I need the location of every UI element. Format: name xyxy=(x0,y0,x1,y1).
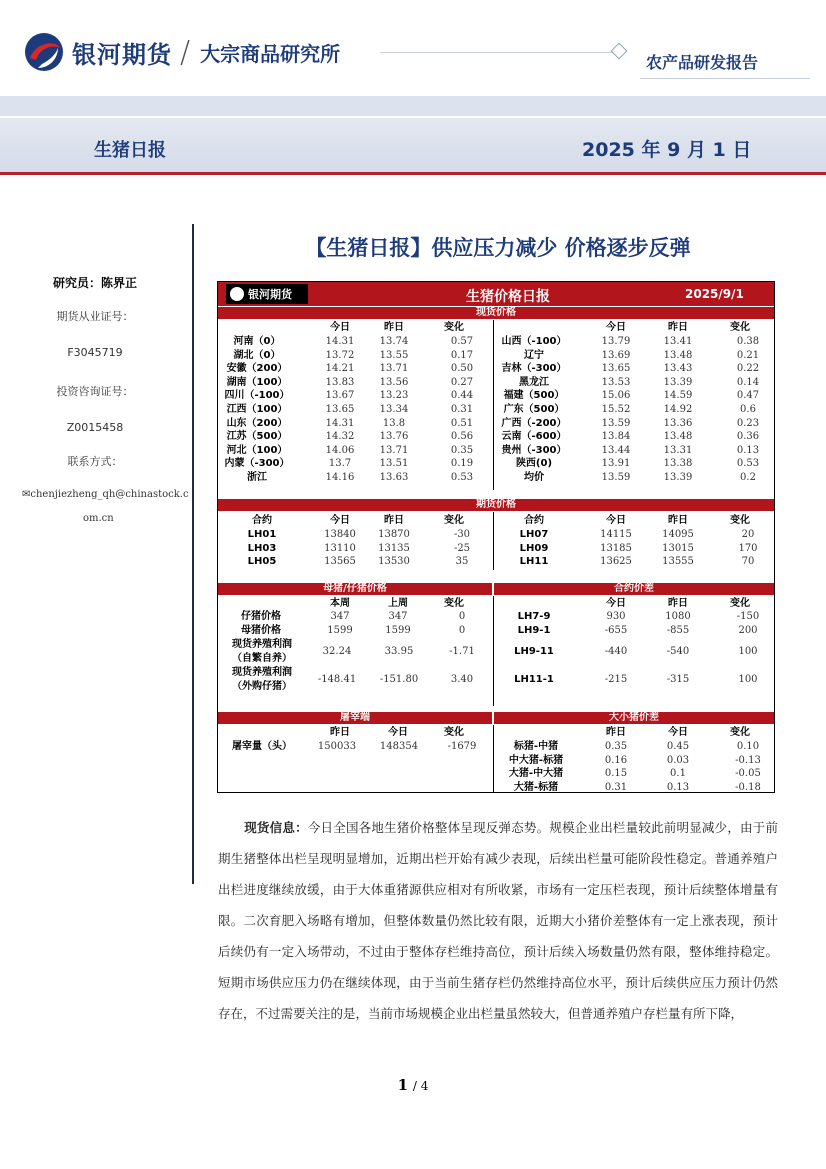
region-label: 安徽（200） xyxy=(226,363,288,375)
page-total: / 4 xyxy=(412,1079,429,1093)
section-spread: 合约价差 xyxy=(494,583,774,595)
price-change: 0.53 xyxy=(736,458,760,470)
column-header: 今日 xyxy=(668,727,688,738)
profit-change: -1.71 xyxy=(449,646,475,657)
region-label: 陕西(0) xyxy=(515,458,553,470)
spot-info-lead: 现货信息： xyxy=(244,820,308,835)
researcher: 研究员：陈界正 xyxy=(52,276,137,290)
price-change: 0.6 xyxy=(740,404,756,415)
profit-sublabel: （外购仔猪） xyxy=(232,681,292,692)
column-header: 今日 xyxy=(606,322,626,333)
spread-yesterday: 0.15 xyxy=(604,768,628,780)
futures-today: 13625 xyxy=(600,556,632,568)
section-bigsmall: 大小猪价差 xyxy=(494,712,774,724)
futures-today: 14115 xyxy=(600,529,632,540)
price-today: 13.65 xyxy=(601,363,631,375)
column-header: 今日 xyxy=(606,598,626,609)
price-yesterday: 13.41 xyxy=(663,336,693,347)
spread-yesterday: -540 xyxy=(666,646,690,657)
spread-type-label: 标猪-中猪 xyxy=(513,741,559,752)
price-change: 0.17 xyxy=(450,349,474,361)
price-today: 13.65 xyxy=(325,404,355,415)
price-change: 0.50 xyxy=(450,363,474,375)
futures-today: 13565 xyxy=(324,556,356,568)
price-today: 14.06 xyxy=(325,444,355,456)
column-header: 变化 xyxy=(444,598,464,609)
spread-change: 0.10 xyxy=(736,741,760,752)
price-today: 13.53 xyxy=(601,376,631,388)
price-today: 14.31 xyxy=(325,336,355,347)
futures-today: 13110 xyxy=(324,542,356,554)
price-change: 0.51 xyxy=(450,417,474,429)
price-yesterday: 13.76 xyxy=(379,431,409,443)
spread-type-label: 中大猪-标猪 xyxy=(508,754,564,766)
futures-yesterday: 13530 xyxy=(378,556,410,568)
region-label: 均价 xyxy=(524,472,544,483)
profit-this-week: -148.41 xyxy=(317,674,357,685)
futures-change: 35 xyxy=(455,556,469,568)
futures-yesterday: 13555 xyxy=(662,556,694,568)
region-label: 内蒙（-300） xyxy=(224,458,290,470)
column-header: 本周 xyxy=(330,598,350,609)
consult-label: 投资咨询证号： xyxy=(56,385,134,398)
price-today: 13.59 xyxy=(601,472,631,483)
region-label: 广西（-200） xyxy=(501,417,567,429)
region-label: 吉林（-300） xyxy=(501,363,567,375)
column-header: 变化 xyxy=(444,727,464,738)
column-header: 今日 xyxy=(330,515,350,526)
table-divider-1 xyxy=(493,320,494,490)
contract-label: LH01 xyxy=(247,529,277,540)
profit-change: 3.40 xyxy=(450,674,474,685)
region-label: 四川（-100） xyxy=(224,390,290,402)
price-yesterday: 13.51 xyxy=(379,458,409,470)
spread-today: 0.45 xyxy=(666,741,690,752)
license-label: 期货从业证号： xyxy=(56,310,134,323)
contract-label: LH07 xyxy=(519,529,549,540)
profit-this-week: 32.24 xyxy=(322,646,352,657)
price-today: 13.83 xyxy=(325,376,355,388)
sow-this-week: 347 xyxy=(330,611,350,622)
column-header: 上周 xyxy=(388,598,408,609)
contract-label: LH03 xyxy=(247,542,277,554)
table-date: 2025/9/1 xyxy=(685,287,744,301)
spread-today: 0.13 xyxy=(666,781,690,793)
price-yesterday: 13.23 xyxy=(379,390,409,402)
price-change: 0.19 xyxy=(450,458,474,470)
price-yesterday: 13.71 xyxy=(379,363,409,375)
price-change: 0.21 xyxy=(736,349,760,361)
sow-last-week: 1599 xyxy=(385,625,411,636)
price-today: 13.7 xyxy=(328,458,352,470)
profit-last-week: -151.80 xyxy=(379,674,419,685)
price-change: 0.44 xyxy=(450,390,474,402)
futures-change: -30 xyxy=(453,529,471,540)
contract-label: LH05 xyxy=(247,556,277,568)
spread-yesterday: 0.31 xyxy=(604,781,628,793)
column-header: 今日 xyxy=(606,515,626,526)
price-change: 0.47 xyxy=(736,390,760,402)
column-header: 昨日 xyxy=(606,727,626,738)
spot-info-paragraph xyxy=(218,812,778,1029)
price-yesterday: 13.34 xyxy=(379,404,409,415)
table-divider-2 xyxy=(493,512,494,570)
spread-change: -0.18 xyxy=(735,781,761,793)
region-label: 河北（100） xyxy=(226,444,288,456)
price-yesterday: 13.39 xyxy=(663,472,693,483)
spread-change: 100 xyxy=(738,646,758,657)
price-yesterday: 13.63 xyxy=(379,472,409,483)
price-yesterday: 14.59 xyxy=(663,390,693,402)
price-today: 14.16 xyxy=(325,472,355,483)
report-title: 【生猪日报】供应压力减少 价格逐步反弹 xyxy=(305,236,691,260)
price-yesterday: 13.71 xyxy=(379,444,409,456)
price-change: 0.23 xyxy=(736,417,760,429)
spread-type-label: 大猪-中大猪 xyxy=(508,768,564,780)
futures-change: 20 xyxy=(741,529,755,540)
column-header: 变化 xyxy=(730,515,750,526)
column-header: 合约 xyxy=(524,515,544,526)
futures-today: 13840 xyxy=(324,529,356,540)
header-band xyxy=(0,96,826,116)
price-yesterday: 13.43 xyxy=(663,363,693,375)
region-label: 河南（0） xyxy=(233,336,281,347)
region-label: 广东（500） xyxy=(503,404,565,415)
contract-label: LH09 xyxy=(519,542,549,554)
spot-info-text: 今日全国各地生猪价格整体呈现反弹态势。规模企业出栏量较此前明显减少，由于前期生猪整体出栏呈现明显增加，近期出栏开始有减少表现，后续出栏量可能阶段性稳定。普通养殖户出栏进度继续放缓，由于大体重猪源供应相对有所收紧，市场有一定压栏表现，预计后续整体增量有限。二次育肥入场略有增加，但整体数量仍然比较有限，近期大小猪价差整体有一定上涨表现，预计后续仍有一定入场带动，不过由于整体存栏维持高位，预计后续入场数量仍然有限，整体维持稳定。短期市场供应压力仍在继续体现，由于当前生猪存栏仍然维持高位水平，预计后续供应压力预计仍然存在，不过需要关注的是，当前市场规模企业出栏量虽然较大，但普通养殖户存栏量有所下降， xyxy=(218,820,778,1021)
spread-label: LH9-11 xyxy=(514,646,554,657)
sow-change: 0 xyxy=(458,625,466,636)
price-today: 13.69 xyxy=(601,349,631,361)
price-change: 0.14 xyxy=(736,376,760,388)
region-label: 黑龙江 xyxy=(519,376,549,388)
profit-sublabel: （自繁自养） xyxy=(232,653,292,664)
column-header: 合约 xyxy=(252,515,272,526)
band-date: 2025 年 9 月 1 日 xyxy=(582,139,752,161)
sow-label: 母猪价格 xyxy=(241,625,281,636)
spread-today: -655 xyxy=(604,625,628,636)
column-header: 昨日 xyxy=(330,727,350,738)
price-yesterday: 13.39 xyxy=(663,376,693,388)
sow-label: 仔猪价格 xyxy=(241,611,281,622)
section-slaughter: 屠宰端 xyxy=(218,712,492,724)
price-yesterday: 13.31 xyxy=(663,444,693,456)
price-today: 15.06 xyxy=(601,390,631,402)
price-today: 15.52 xyxy=(601,404,631,415)
column-header: 昨日 xyxy=(384,515,404,526)
email-link[interactable] xyxy=(22,489,189,500)
price-change: 0.53 xyxy=(450,472,474,483)
region-label: 贵州（-300） xyxy=(501,444,567,456)
price-yesterday: 13.48 xyxy=(663,349,693,361)
spread-label: LH7-9 xyxy=(517,611,551,622)
table-logo: 银河期货 xyxy=(226,284,308,304)
futures-yesterday: 13870 xyxy=(378,529,410,540)
column-header: 变化 xyxy=(730,727,750,738)
price-change: 0.35 xyxy=(450,444,474,456)
column-header: 今日 xyxy=(330,322,350,333)
price-today: 13.79 xyxy=(601,336,631,347)
price-change: 0.31 xyxy=(450,404,474,415)
price-change: 0.56 xyxy=(450,431,474,443)
region-label: 云南（-600） xyxy=(501,431,567,443)
contact-label: 联系方式： xyxy=(67,455,123,468)
page-number xyxy=(0,1076,826,1094)
column-header: 昨日 xyxy=(668,598,688,609)
price-change: 0.38 xyxy=(736,336,760,347)
price-today: 13.44 xyxy=(601,444,631,456)
price-change: 0.36 xyxy=(736,431,760,443)
spread-today: -215 xyxy=(604,674,628,685)
price-today: 13.72 xyxy=(325,349,355,361)
column-header: 昨日 xyxy=(384,322,404,333)
column-header: 变化 xyxy=(444,322,464,333)
sidebar-divider xyxy=(192,224,194,884)
region-label: 辽宁 xyxy=(524,349,544,361)
page-current: 1 xyxy=(397,1076,409,1094)
price-today: 14.32 xyxy=(325,431,355,443)
price-today: 14.31 xyxy=(325,417,355,429)
price-change: 0.22 xyxy=(736,363,760,375)
futures-today: 13185 xyxy=(600,542,632,554)
price-yesterday: 13.74 xyxy=(379,336,409,347)
spread-change: -0.05 xyxy=(735,768,761,780)
price-change: 0.57 xyxy=(450,336,474,347)
column-header: 变化 xyxy=(444,515,464,526)
futures-yesterday: 13135 xyxy=(378,542,410,554)
price-yesterday: 13.55 xyxy=(379,349,409,361)
price-yesterday: 13.48 xyxy=(663,431,693,443)
spread-today: 930 xyxy=(606,611,626,622)
price-today: 14.21 xyxy=(325,363,355,375)
price-yesterday: 14.92 xyxy=(663,404,693,415)
spread-change: 100 xyxy=(738,674,758,685)
spread-change: -0.13 xyxy=(735,754,761,766)
column-header: 变化 xyxy=(730,598,750,609)
title-band-rule xyxy=(0,172,826,175)
spread-yesterday: 1080 xyxy=(665,611,691,622)
slaughter-label: 屠宰量（头） xyxy=(232,741,292,752)
brand-name: 银河期货 xyxy=(72,40,172,69)
table-title: 生猪价格日报 xyxy=(466,289,550,305)
brand-logo xyxy=(22,28,340,76)
slaughter-today: 148354 xyxy=(379,741,419,752)
spread-change: -150 xyxy=(736,611,760,622)
futures-yesterday: 13015 xyxy=(662,542,694,554)
price-change: 0.2 xyxy=(740,472,756,483)
column-header: 变化 xyxy=(730,322,750,333)
band-title: 生猪日报 xyxy=(94,140,166,161)
slaughter-change: -1679 xyxy=(447,741,477,752)
profit-last-week: 33.95 xyxy=(384,646,414,657)
column-header: 今日 xyxy=(388,727,408,738)
region-label: 山西（-100） xyxy=(501,336,567,347)
brand-divider: / xyxy=(180,34,191,70)
mail-icon: ✉ xyxy=(22,489,31,500)
logo-dot-icon xyxy=(230,287,244,301)
region-label: 江苏（500） xyxy=(226,431,288,443)
report-type: 农产品研发报告 xyxy=(646,53,759,72)
price-today: 13.59 xyxy=(601,417,631,429)
region-label: 福建（500） xyxy=(503,390,565,402)
consult-number: Z0015458 xyxy=(66,421,124,434)
contract-label: LH11 xyxy=(519,556,549,568)
sow-last-week: 347 xyxy=(388,611,408,622)
price-change: 0.27 xyxy=(450,376,474,388)
price-change: 0.13 xyxy=(736,444,760,456)
slaughter-yesterday: 150033 xyxy=(317,741,357,752)
futures-change: -25 xyxy=(453,542,471,554)
spread-label: LH11-1 xyxy=(514,674,554,685)
spread-yesterday: -315 xyxy=(666,674,690,685)
price-yesterday: 13.8 xyxy=(382,417,406,429)
email-line1: chenjiezheng_qh@chinastock.c xyxy=(30,489,189,500)
institute-name: 大宗商品研究所 xyxy=(200,41,341,66)
section-sow: 母猪/仔猪价格 xyxy=(218,583,492,595)
header-underline xyxy=(640,78,810,79)
profit-label: 现货养殖利润 xyxy=(232,639,292,650)
sow-this-week: 1599 xyxy=(327,625,353,636)
spread-today: 0.1 xyxy=(670,768,686,780)
region-label: 湖北（0） xyxy=(233,349,281,361)
section-spot: 现货价格 xyxy=(218,307,774,319)
column-header: 昨日 xyxy=(668,515,688,526)
spread-type-label: 大猪-标猪 xyxy=(513,781,559,793)
header-rule xyxy=(380,52,620,53)
spread-yesterday: -855 xyxy=(666,625,690,636)
table-header xyxy=(218,282,774,306)
price-yesterday: 13.56 xyxy=(379,376,409,388)
column-header: 昨日 xyxy=(668,322,688,333)
email-line2: om.cn xyxy=(83,513,114,524)
spread-today: -440 xyxy=(604,646,628,657)
price-today: 13.91 xyxy=(601,458,631,470)
region-label: 浙江 xyxy=(247,472,267,483)
table-divider-3 xyxy=(493,596,494,706)
spread-yesterday: 0.16 xyxy=(604,754,628,766)
futures-change: 170 xyxy=(738,542,758,554)
price-today: 13.67 xyxy=(325,390,355,402)
price-today: 13.84 xyxy=(601,431,631,443)
spread-today: 0.03 xyxy=(666,754,690,766)
license-number: F3045719 xyxy=(67,346,123,359)
region-label: 江西（100） xyxy=(226,404,288,415)
futures-change: 70 xyxy=(741,556,755,568)
region-label: 湖南（100） xyxy=(226,376,288,388)
spread-label: LH9-1 xyxy=(517,625,551,636)
spread-yesterday: 0.35 xyxy=(604,741,628,752)
table-divider-4 xyxy=(493,725,494,793)
galaxy-logo-icon xyxy=(22,30,66,74)
spread-change: 200 xyxy=(738,625,758,636)
futures-yesterday: 14095 xyxy=(662,529,694,540)
region-label: 山东（200） xyxy=(226,417,288,429)
price-yesterday: 13.38 xyxy=(663,458,693,470)
section-futures: 期货价格 xyxy=(218,499,774,511)
diamond-icon xyxy=(611,43,628,60)
sow-change: 0 xyxy=(458,611,466,622)
price-yesterday: 13.36 xyxy=(663,417,693,429)
profit-label: 现货养殖利润 xyxy=(232,667,292,678)
